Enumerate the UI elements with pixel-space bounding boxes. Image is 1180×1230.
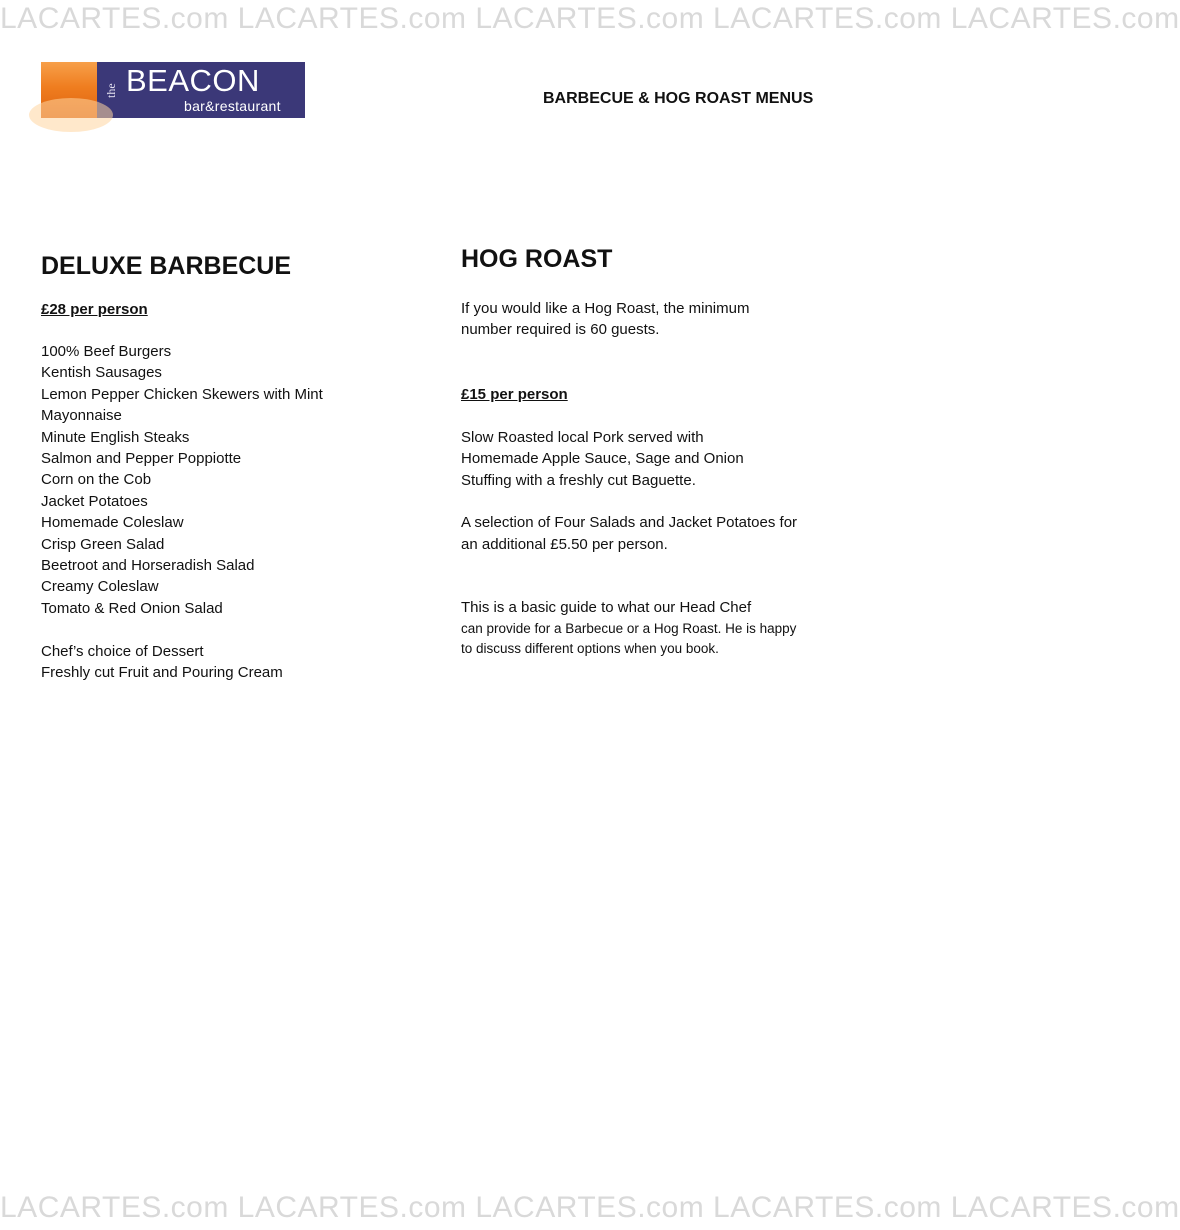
hog-roast-title: HOG ROAST (461, 245, 613, 273)
deluxe-price: £28 per person (41, 301, 148, 318)
description-line: Stuffing with a freshly cut Baguette. (461, 471, 696, 489)
beacon-logo (41, 62, 305, 118)
list-item: Beetroot and Horseradish Salad (41, 557, 255, 575)
list-item: Jacket Potatoes (41, 492, 148, 510)
logo-subtitle-text: bar&restaurant (184, 98, 281, 114)
list-item: Homemade Coleslaw (41, 514, 184, 532)
logo-name-text: BEACON (126, 63, 260, 98)
list-item: Salmon and Pepper Poppiotte (41, 450, 242, 468)
hog-roast-section (461, 244, 841, 659)
guide-line: to discuss different options when you book. (461, 640, 719, 656)
header-title: BARBECUE & HOG ROAST MENUS (543, 90, 814, 107)
guide-line: This is a basic guide to what our Head Chef (461, 599, 752, 617)
hog-roast-salads (461, 512, 841, 555)
list-item: Creamy Coleslaw (41, 578, 159, 596)
watermark-bottom: LACARTES.com LACARTES.com LACARTES.com LACARTES.com LACARTES.com (0, 1191, 1180, 1224)
list-item: Tomato & Red Onion Salad (41, 599, 223, 617)
description-line: Slow Roasted local Pork served with (461, 428, 704, 446)
description-line: Homemade Apple Sauce, Sage and Onion (461, 450, 744, 468)
logo-the-text: the (104, 83, 118, 98)
salads-line: A selection of Four Salads and Jacket Potatoes for (461, 514, 798, 532)
list-item: Kentish Sausages (41, 364, 162, 382)
intro-line: number required is 60 guests. (461, 321, 660, 339)
list-item: Minute English Steaks (41, 428, 190, 446)
dessert-item: Chef’s choice of Dessert (41, 642, 204, 660)
list-item: Crisp Green Salad (41, 535, 165, 553)
hog-roast-description (461, 427, 841, 491)
dessert-item: Freshly cut Fruit and Pouring Cream (41, 664, 283, 682)
deluxe-barbecue-section (41, 251, 401, 683)
intro-line: If you would like a Hog Roast, the minimum (461, 300, 750, 317)
list-item: Lemon Pepper Chicken Skewers with Mint (41, 385, 323, 403)
deluxe-title: DELUXE BARBECUE (41, 252, 292, 280)
guide-line: can provide for a Barbecue or a Hog Roast. He is happy (461, 620, 797, 636)
list-item: 100% Beef Burgers (41, 343, 172, 360)
deluxe-dessert-list (41, 641, 401, 684)
hog-roast-guide (461, 597, 841, 658)
list-item: Corn on the Cob (41, 471, 152, 489)
watermark-top: LACARTES.com LACARTES.com LACARTES.com LACARTES.com LACARTES.com (0, 2, 1180, 35)
list-item: Mayonnaise (41, 407, 122, 425)
hog-roast-intro (461, 298, 841, 341)
salads-line: an additional £5.50 per person. (461, 535, 668, 553)
deluxe-menu-list (41, 341, 401, 619)
logo-sunset-graphic (41, 62, 97, 118)
hog-roast-price: £15 per person (461, 385, 568, 403)
